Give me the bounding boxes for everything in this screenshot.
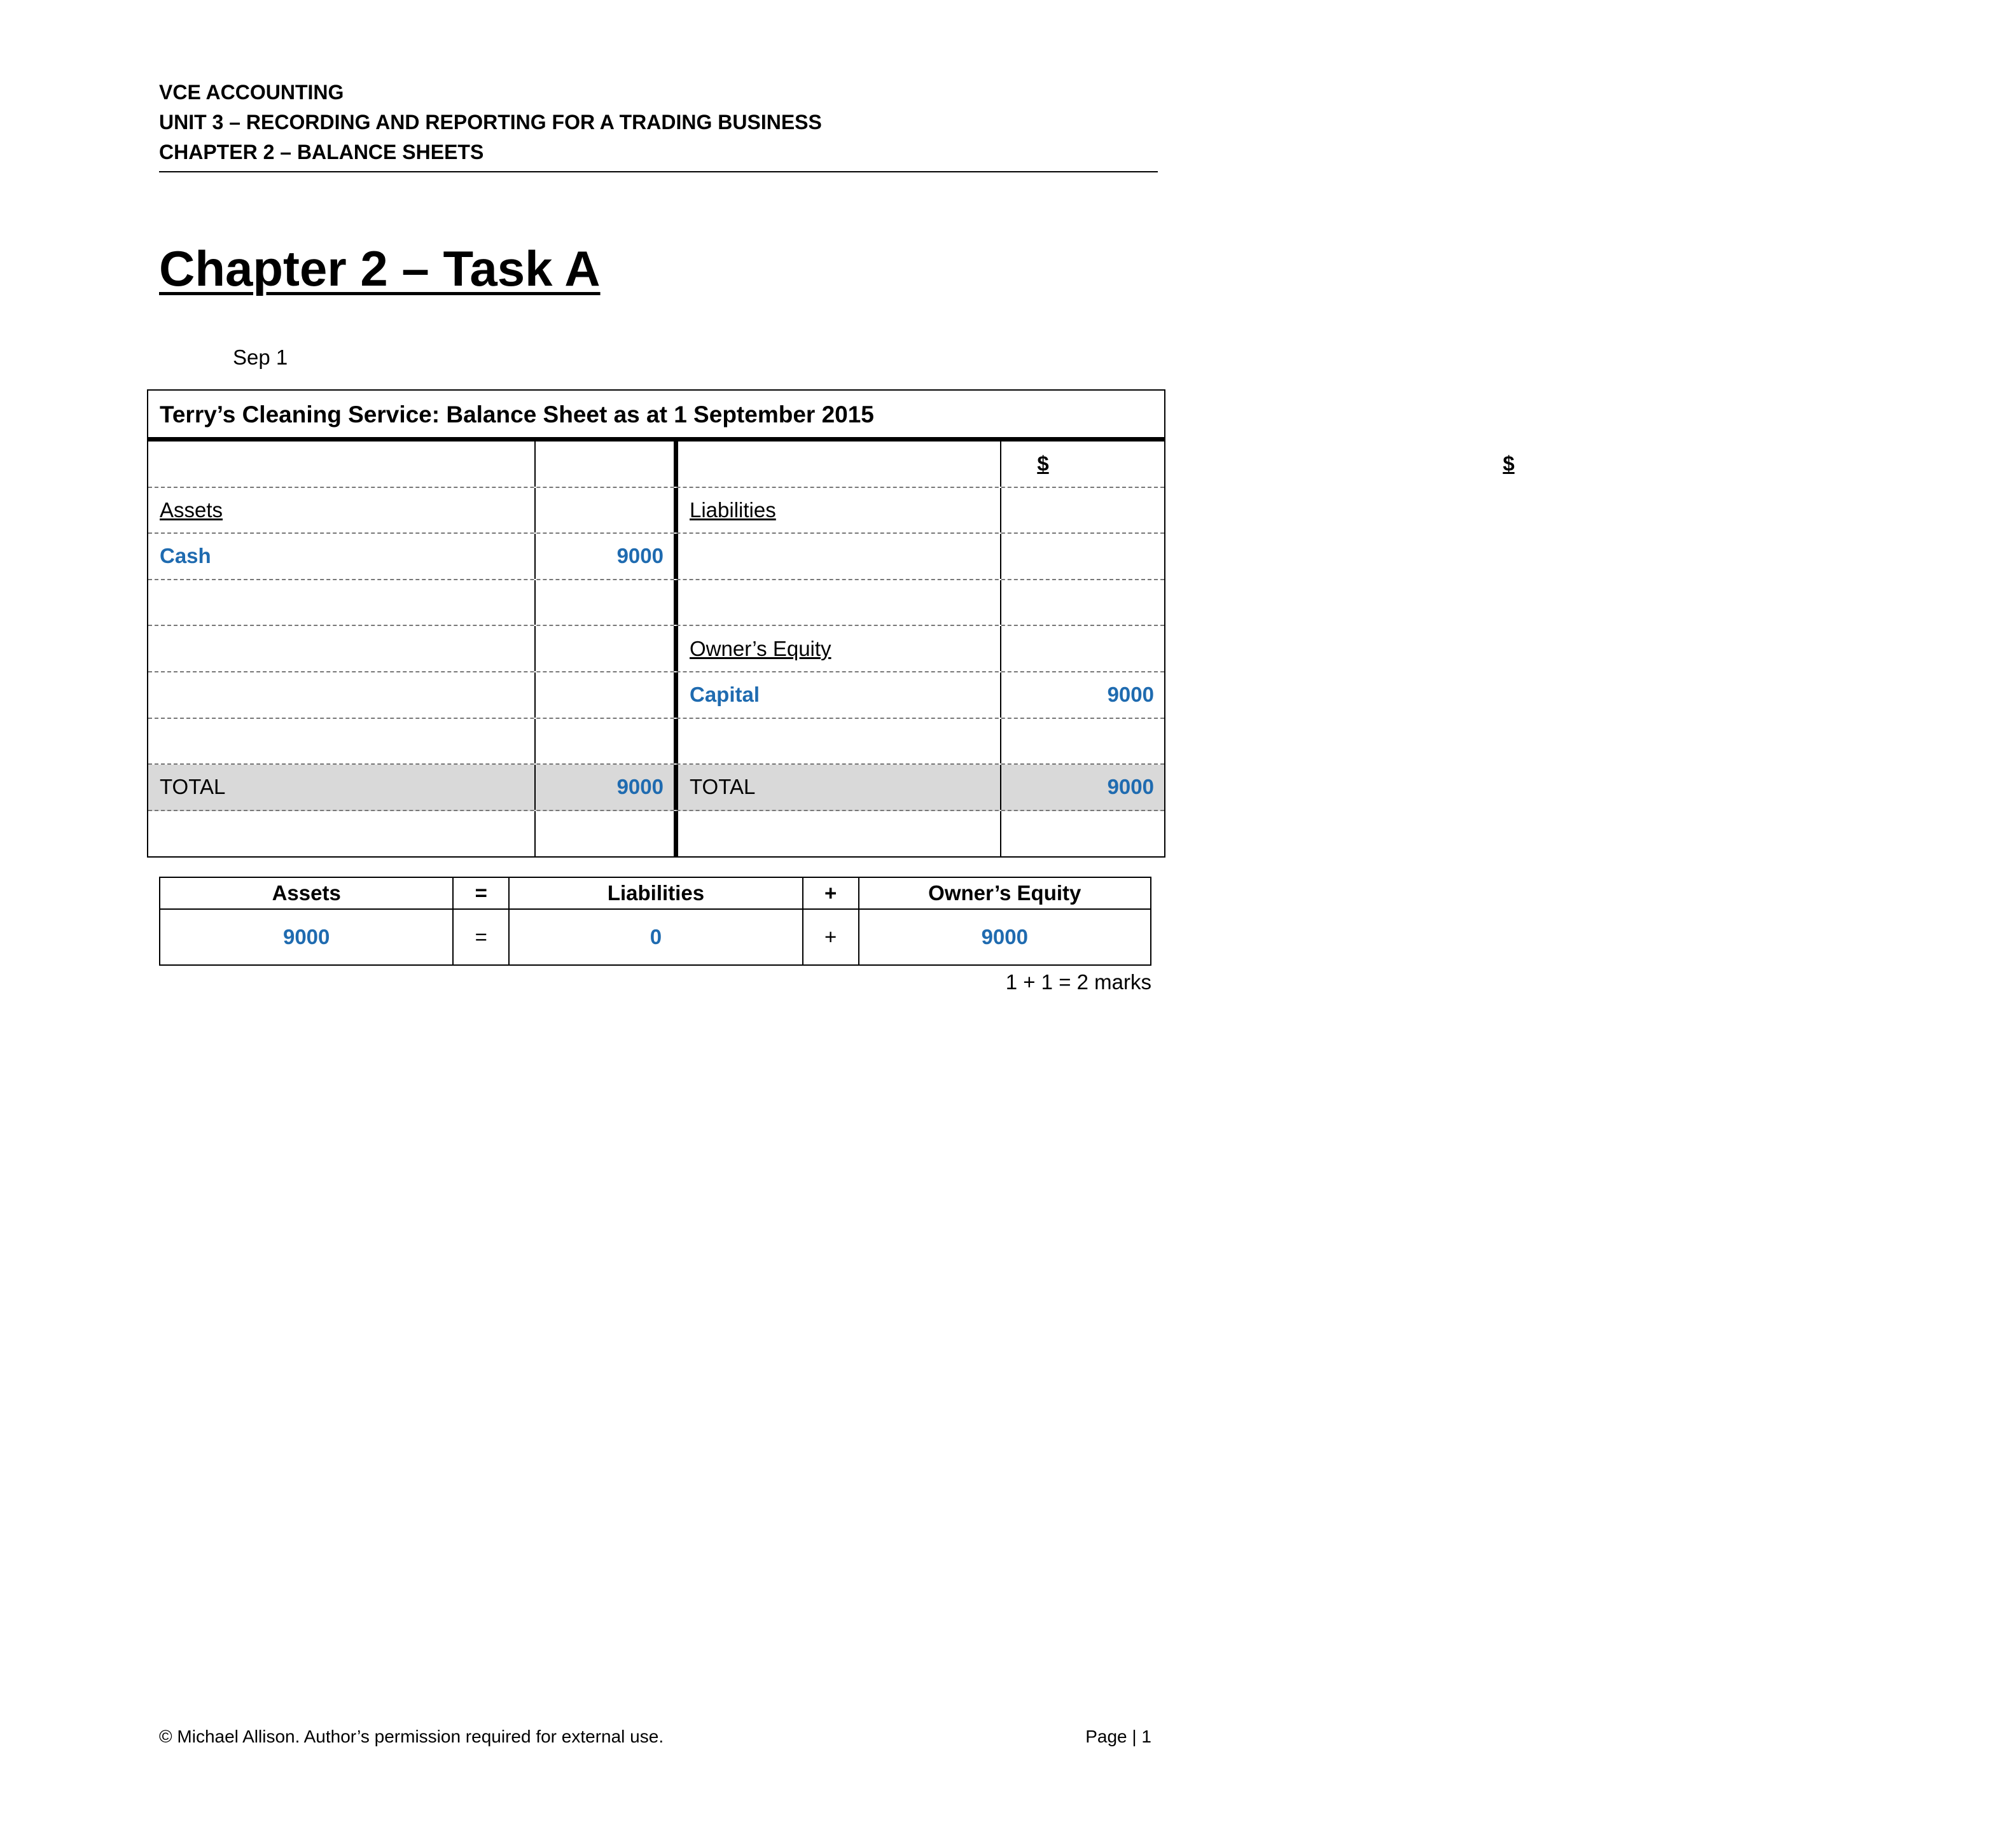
- equation-equity-value: 9000: [859, 909, 1151, 965]
- equation-liabilities-header: Liabilities: [509, 877, 802, 909]
- header-unit: UNIT 3 – RECORDING AND REPORTING FOR A TRADING BUSINESS: [159, 111, 822, 134]
- left-currency-symbol: $: [534, 442, 1550, 487]
- equity-heading-row: [148, 626, 1164, 672]
- footer-page-number: Page | 1: [1085, 1727, 1151, 1746]
- equation-plus-sign: +: [803, 877, 859, 909]
- blank-row: [148, 811, 1164, 858]
- capital-value: 9000: [1000, 672, 1164, 718]
- right-currency-symbol: $: [1000, 442, 2016, 487]
- equation-equity-header: Owner’s Equity: [859, 877, 1151, 909]
- currency-row: [148, 442, 1515, 488]
- cash-row: [148, 534, 1164, 580]
- blank-row: [148, 719, 1164, 765]
- heading-row: [148, 488, 1164, 534]
- left-label-cell: [148, 442, 534, 487]
- cash-value: 9000: [534, 534, 674, 579]
- balance-sheet: [147, 389, 1515, 858]
- marks-allocation: 1 + 1 = 2 marks: [1005, 970, 1151, 994]
- header-subject: VCE ACCOUNTING: [159, 81, 344, 104]
- capital-label: Capital: [674, 672, 1000, 718]
- date-label: Sep 1: [233, 345, 288, 369]
- capital-row: [148, 672, 1164, 719]
- equity-heading: Owner’s Equity: [690, 636, 831, 660]
- total-liab-equity-label: TOTAL: [674, 765, 1000, 810]
- accounting-equation-table: [159, 877, 1151, 966]
- equation-equals-sign: =: [453, 909, 509, 965]
- footer-copyright: © Michael Allison. Author’s permission required for external use.: [159, 1727, 664, 1746]
- equation-equals-sign: =: [453, 877, 509, 909]
- total-assets-value: 9000: [534, 765, 674, 810]
- blank-row: [148, 580, 1164, 627]
- total-liab-equity-value: 9000: [1000, 765, 1164, 810]
- right-label-cell: [674, 442, 1000, 487]
- document-header: [159, 78, 1158, 172]
- page-title: Chapter 2 – Task A: [159, 240, 601, 296]
- header-chapter: CHAPTER 2 – BALANCE SHEETS: [159, 141, 484, 163]
- equation-liabilities-value: 0: [509, 909, 802, 965]
- cash-label: Cash: [160, 544, 211, 568]
- total-row: [148, 765, 1164, 811]
- total-assets-label: TOTAL: [160, 775, 226, 799]
- equation-assets-header: Assets: [160, 877, 453, 909]
- assets-heading: Assets: [160, 497, 223, 522]
- equation-assets-value: 9000: [160, 909, 453, 965]
- balance-sheet-title: Terry’s Cleaning Service: Balance Sheet as at 1 September 2015: [148, 391, 1164, 442]
- equation-plus-sign: +: [803, 909, 859, 965]
- liabilities-heading: Liabilities: [690, 497, 776, 522]
- equation-header-row: [160, 877, 1151, 909]
- equation-value-row: [160, 909, 1151, 965]
